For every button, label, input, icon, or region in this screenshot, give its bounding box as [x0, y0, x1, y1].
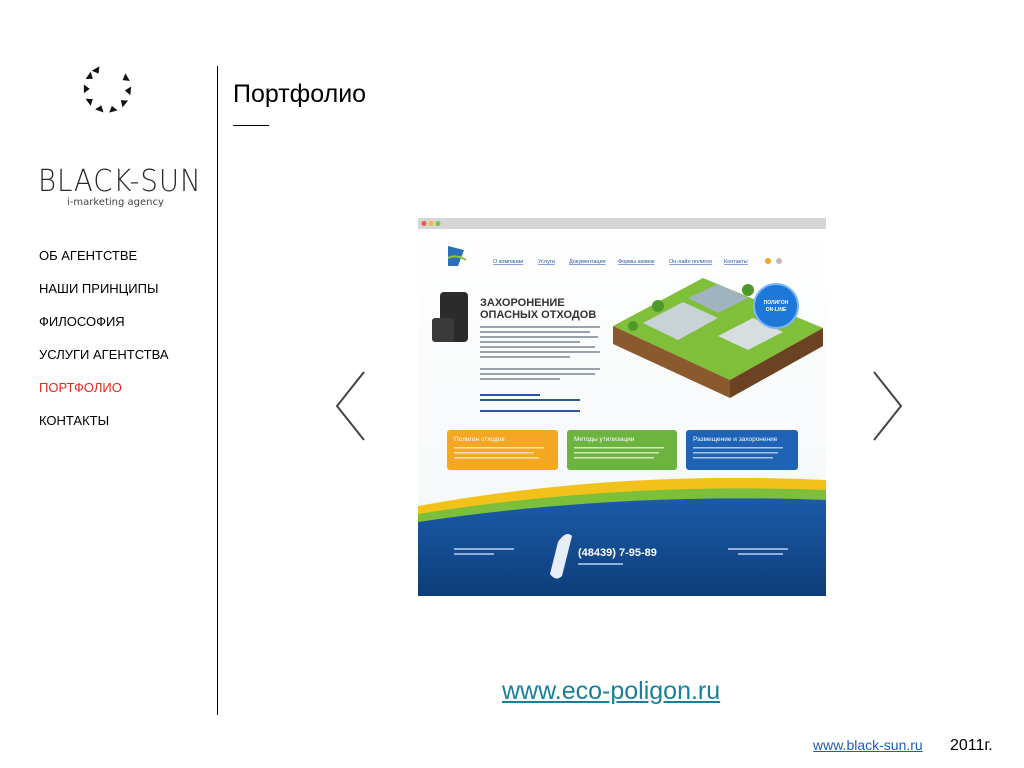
preview-nav-link: Он-лайн полигон [669, 259, 713, 265]
preview-nav-link: Контакты [724, 259, 748, 265]
preview-card-title: Методы утилизации [574, 436, 635, 443]
nav-item-principles[interactable]: НАШИ ПРИНЦИПЫ [39, 281, 159, 296]
preview-nav-link: Услуги [538, 259, 555, 265]
title-underline [233, 125, 269, 126]
portfolio-screenshot [418, 218, 826, 596]
nav-item-services[interactable]: УСЛУГИ АГЕНТСТВА [39, 347, 169, 362]
footer-site-link[interactable]: www.black-sun.ru [813, 737, 923, 753]
black-sun-logo-icon [36, 50, 186, 160]
preview-headline-2: ОПАСНЫХ ОТХОДОВ [480, 309, 597, 321]
preview-badge-2: ON-LINE [765, 307, 787, 313]
page-title: Портфолио [233, 80, 367, 108]
preview-card-title: Полигон отходов [454, 436, 505, 443]
nav-item-contacts[interactable]: КОНТАКТЫ [39, 413, 110, 428]
vertical-divider [217, 66, 218, 715]
nav-item-portfolio[interactable]: ПОРТФОЛИО [39, 380, 122, 395]
preview-badge-1: ПОЛИГОН [763, 300, 789, 306]
brand-tagline: i-marketing agency [67, 197, 164, 208]
brand-name: BLACK-SUN [38, 164, 202, 199]
nav-item-philosophy[interactable]: ФИЛОСОФИЯ [39, 314, 125, 329]
preview-card-title: Размещение и захоронение [693, 436, 778, 443]
website-preview-image [418, 218, 826, 596]
preview-nav-link: Формы заявок [618, 259, 655, 265]
previous-arrow-icon[interactable] [334, 370, 368, 442]
preview-headline-1: ЗАХОРОНЕНИЕ [480, 297, 565, 309]
next-arrow-icon[interactable] [870, 370, 904, 442]
footer-year: 2011г. [950, 737, 993, 754]
preview-nav-link: Документация [569, 259, 606, 265]
nav-item-about[interactable]: ОБ АГЕНТСТВЕ [39, 248, 138, 263]
preview-nav-link: О компании [493, 259, 524, 265]
portfolio-site-link[interactable]: www.eco-poligon.ru [502, 677, 721, 705]
preview-phone: (48439) 7-95-89 [578, 547, 657, 559]
main-nav [39, 248, 169, 446]
